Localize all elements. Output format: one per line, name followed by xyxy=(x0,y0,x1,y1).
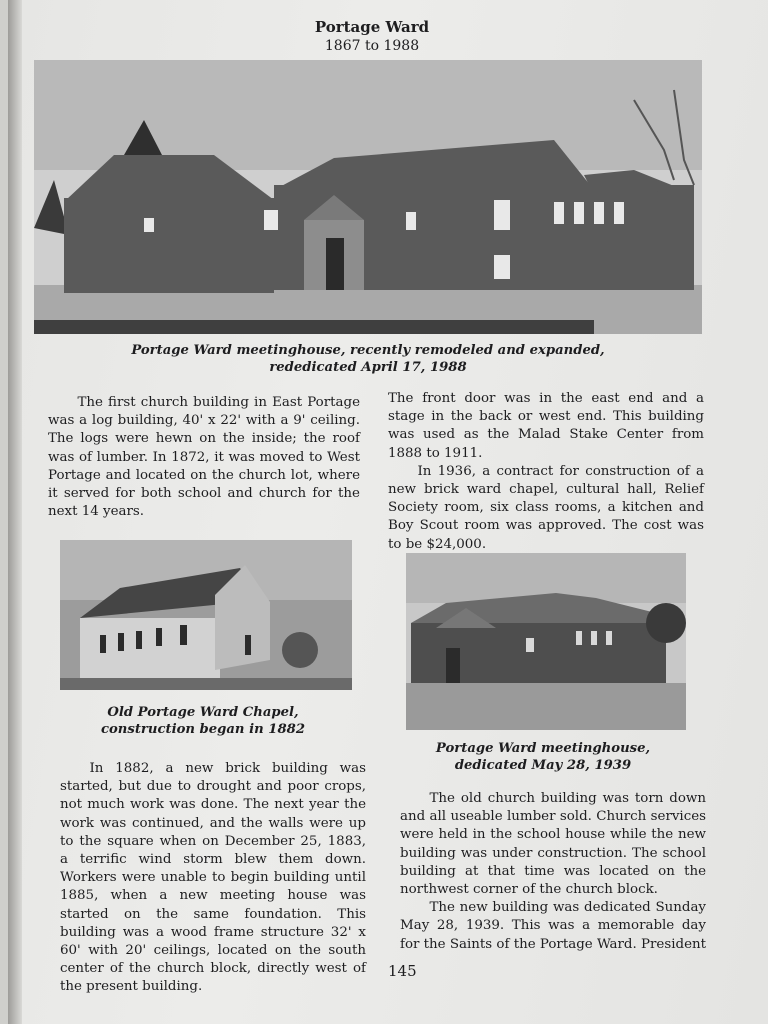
photo-1939-meetinghouse xyxy=(406,553,686,730)
caption-1939-line2: dedicated May 28, 1939 xyxy=(454,758,632,773)
text-column-right-top xyxy=(388,390,704,554)
photo-old-chapel xyxy=(60,540,352,690)
caption-chapel-line2: construction began in 1882 xyxy=(100,722,306,737)
page-number: 145 xyxy=(388,962,417,980)
page-gutter-shadow xyxy=(8,0,22,1024)
caption-chapel-line1: Old Portage Ward Chapel, xyxy=(107,705,299,720)
paragraph: The new building was dedicated Sunday May 28, 1939. This was a memorable day for the Saints of the Portage Ward. President xyxy=(400,900,707,952)
paragraph: The first church building in East Portage was a log building, 40' x 22' with a 9' ceiling. The logs were hewn on the inside; the roof was of lumber. In 1872, it was moved to West Portage and located on the church lot, where it served for both school and church for the next 14 years. xyxy=(48,395,360,520)
paragraph: The old church building was torn down and all useable lumber sold. Church services were held in the school house while the new building was under construction. The school building at that time was located on the northwest corner of the church block. xyxy=(400,791,706,898)
photo-main-meetinghouse xyxy=(34,60,702,334)
paragraph: In 1882, a new brick building was started, but due to drought and poor crops, not much work was done. The next year the work was continued, and the walls were up to the square when on December 25, 1883, a terrific wind storm blew them down. Workers were unable to begin building until 1885, when a new meeting house was started on the same foundation. This building was a wood frame structure 32' x 60' with 20' ceilings, located on the south center of the church block, directly west of the present building. xyxy=(60,761,366,995)
caption-main-line2: rededicated April 17, 1988 xyxy=(269,360,467,375)
book-page xyxy=(8,0,768,1024)
text-column-right-bottom xyxy=(400,790,706,954)
caption-1939-line1: Portage Ward meetinghouse, xyxy=(435,741,651,756)
paragraph: In 1936, a contract for construction of a new brick ward chapel, cultural hall, Relief Society room, six class rooms, a kitchen and Boy Scout room was approved. The cost was to be $24,000. xyxy=(388,463,704,552)
text-column-left-top xyxy=(48,394,360,521)
text-column-left-bottom xyxy=(60,760,366,997)
paragraph: The front door was in the east end and a stage in the back or west end. This building was used as the Malad Stake Center from 1888 to 1911. xyxy=(388,391,704,461)
page-subtitle: 1867 to 1988 xyxy=(324,38,420,54)
caption-main-line1: Portage Ward meetinghouse, recently remodeled and expanded, xyxy=(131,343,605,358)
page-title: Portage Ward xyxy=(314,18,430,36)
